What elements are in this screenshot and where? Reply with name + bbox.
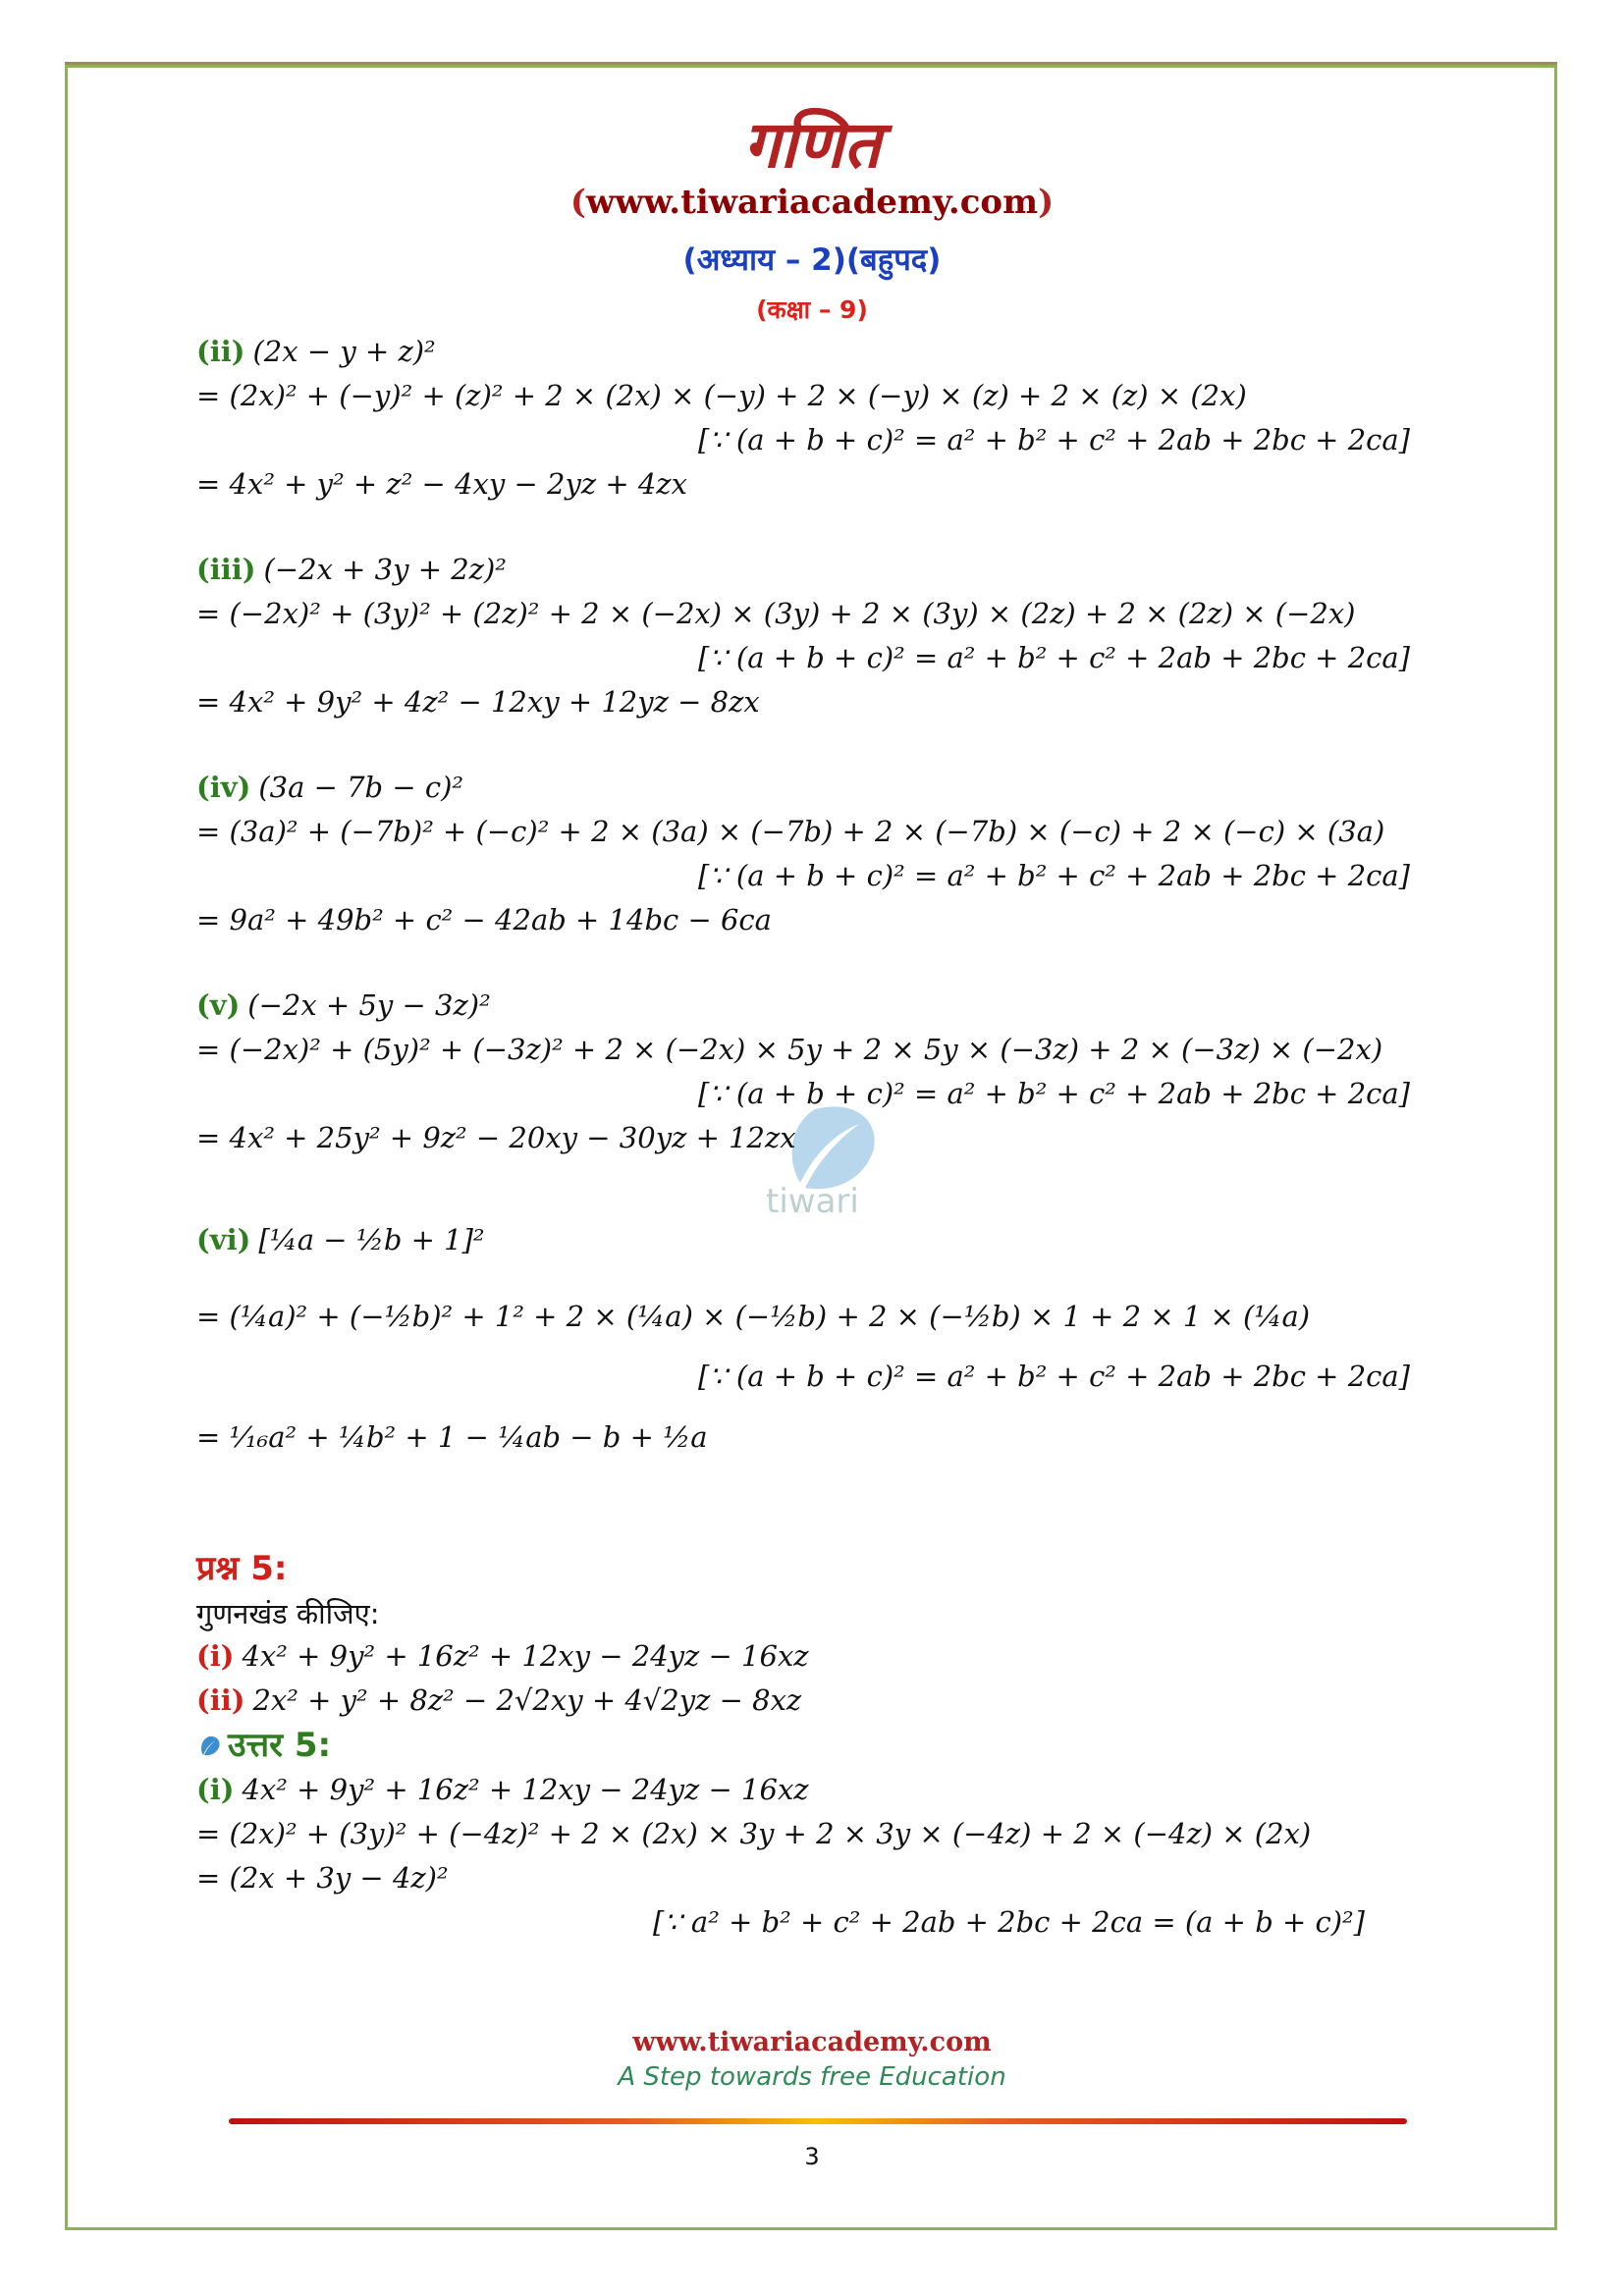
item-label: (iv) [196, 771, 251, 804]
tiwari-leaf-icon [196, 1735, 222, 1760]
identity-line: [∵ (a + b + c)² = a² + b² + c² + 2ab + 2bc + 2ca] [697, 1077, 1410, 1110]
question-expr: 4x² + 9y² + 16z² + 12xy − 24yz − 16xz [242, 1639, 809, 1673]
question-item [196, 1634, 1424, 1679]
answer-expr: 4x² + 9y² + 16z² + 12xy − 24yz − 16xz [242, 1773, 809, 1806]
identity-line: [∵ a² + b² + c² + 2ab + 2bc + 2ca = (a + b + c)²] [652, 1905, 1365, 1939]
page-number: 3 [804, 2143, 820, 2170]
answer-step: = (2x + 3y − 4z)² [196, 1861, 449, 1895]
expansion-line: = (¼a)² + (−½b)² + 1² + 2 × (¼a) × (−½b) + 2 × (−½b) × 1 + 2 × 1 × (¼a) [196, 1300, 1311, 1333]
page-title: गणित [743, 106, 881, 183]
result-line: = 4x² + 9y² + 4z² − 12xy + 12yz − 8zx [196, 685, 760, 719]
item-label: (vi) [196, 1223, 251, 1256]
watermark-text: tiwari [766, 1182, 859, 1217]
identity-line: [∵ (a + b + c)² = a² + b² + c² + 2ab + 2bc + 2ca] [697, 1360, 1410, 1393]
result-line: = 4x² + 25y² + 9z² − 20xy − 30yz + 12zx [196, 1121, 796, 1154]
problem-expr: (2x − y + z)² [252, 335, 436, 368]
answer-problem [196, 1768, 1424, 1812]
identity-line: [∵ (a + b + c)² = a² + b² + c² + 2ab + 2bc + 2ca] [697, 423, 1410, 456]
footer-url: www.tiwariacademy.com [632, 2027, 992, 2057]
question-item [196, 1679, 1424, 1723]
identity-line: [∵ (a + b + c)² = a² + b² + c² + 2ab + 2bc + 2ca] [697, 859, 1410, 892]
header-url-text: www.tiwariacademy.com [585, 183, 1039, 222]
content [196, 330, 1424, 1945]
question-heading: प्रश्न 5: [196, 1549, 288, 1588]
question-expr: 2x² + y² + 8z² − 2√2xy + 4√2yz − 8xz [252, 1683, 802, 1717]
answer-step: = (2x)² + (3y)² + (−4z)² + 2 × (2x) × 3y + 2 × 3y × (−4z) + 2 × (−4z) × (2x) [196, 1817, 1312, 1850]
item-label: (i) [196, 1639, 235, 1673]
question-instruction: गुणनखंड कीजिए: [196, 1597, 380, 1630]
item-label: (ii) [196, 1683, 245, 1717]
item-label: (iii) [196, 553, 256, 586]
chapter-heading: (अध्याय – 2)(बहुपद) [682, 242, 942, 278]
footer-divider [229, 2118, 1407, 2124]
result-line: = 9a² + 49b² + c² − 42ab + 14bc − 6ca [196, 903, 772, 936]
expansion-line: = (3a)² + (−7b)² + (−c)² + 2 × (3a) × (−7b) + 2 × (−7b) × (−c) + 2 × (−c) × (3a) [196, 815, 1385, 848]
item-label: (i) [196, 1773, 235, 1806]
problem-line [196, 330, 1424, 374]
result-line: = 4x² + y² + z² − 4xy − 2yz + 4zx [196, 467, 687, 501]
footer-tagline: A Step towards free Education [618, 2062, 1006, 2092]
expansion-line: = (2x)² + (−y)² + (z)² + 2 × (2x) × (−y) + 2 × (−y) × (z) + 2 × (z) × (2x) [196, 379, 1247, 412]
problem-line [196, 1201, 1424, 1278]
problem-expr: (−2x + 5y − 3z)² [247, 988, 491, 1022]
header-url: (www.tiwariacademy.com) [569, 183, 1055, 222]
answer-heading-text: उत्तर 5: [228, 1726, 332, 1765]
answer-heading [196, 1723, 1424, 1768]
problem-expr: [¼a − ½b + 1]² [258, 1223, 485, 1256]
expansion-line: = (−2x)² + (3y)² + (2z)² + 2 × (−2x) × (3y) + 2 × (3y) × (2z) + 2 × (2z) × (−2x) [196, 597, 1356, 630]
problem-line [196, 766, 1424, 810]
result-line: = ¹⁄₁₆a² + ¼b² + 1 − ¼ab − b + ½a [196, 1420, 708, 1454]
expansion-line: = (−2x)² + (5y)² + (−3z)² + 2 × (−2x) × 5y + 2 × 5y × (−3z) + 2 × (−3z) × (−2x) [196, 1033, 1383, 1066]
item-label: (ii) [196, 335, 245, 368]
identity-line: [∵ (a + b + c)² = a² + b² + c² + 2ab + 2bc + 2ca] [697, 641, 1410, 674]
item-label: (v) [196, 988, 241, 1022]
problem-expr: (−2x + 3y + 2z)² [263, 553, 507, 586]
class-heading: (कक्षा – 9) [756, 295, 868, 324]
problem-expr: (3a − 7b − c)² [258, 771, 464, 804]
problem-line [196, 984, 1424, 1028]
problem-line [196, 548, 1424, 592]
